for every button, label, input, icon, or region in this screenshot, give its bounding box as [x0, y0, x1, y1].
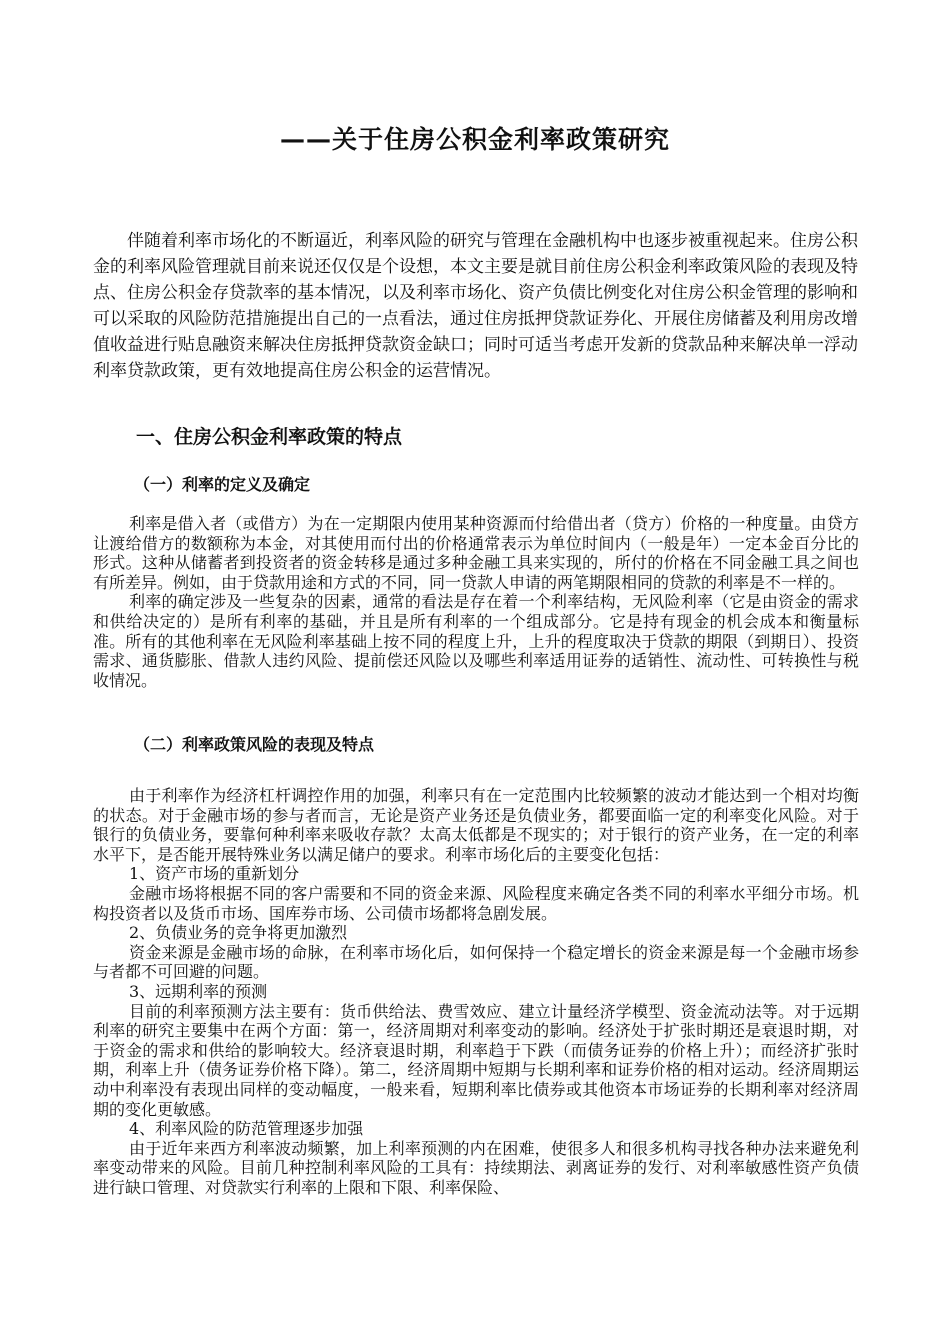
list-heading-liability-competition: 2、负债业务的竞争将更加激烈 [129, 923, 348, 943]
paragraph-interest-definition: 利率是借入者（或借方）为在一定期限内使用某种资源而付给借出者（贷方）价格的一种度量。由贷方让渡给借方的数额称为本金，对其使用而付出的价格通常表示为单位时间内（一般是年）一定本金百分比的形式。这种从储蓄者到投资者的资金转移是通过多种金融工具来实现的，所付的价格在不同金融工具之间也有所差异。例如，由于贷款用途和方式的不同，同一贷款人申请的两笔期限相同的贷款的利率是不一样的。 [93, 514, 859, 592]
document-title: ——关于住房公积金利率政策研究 [279, 125, 670, 154]
list-heading-forward-rate: 3、远期利率的预测 [129, 981, 268, 1001]
abstract-paragraph: 伴随着利率市场化的不断逼近，利率风险的研究与管理在金融机构中也逐步被重视起来。住房公积金的利率风险管理就目前来说还仅仅是个设想，本文主要是就目前住房公积金利率政策风险的表现及特点、住房公积金存贷款率的基本情况，以及利率市场化、资产负债比例变化对住房公积金管理的影响和可以采取的风险防范措施提出自己的一点看法，通过住房抵押贷款证券化、开展住房储蓄及利用房改增值收益进行贴息融资来解决住房抵押贷款资金缺口；同时可适当考虑开发新的贷款品种来解决单一浮动利率贷款政策，更有效地提高住房公积金的运营情况。 [93, 231, 858, 381]
paragraph-asset-market: 金融市场将根据不同的客户需要和不同的资金来源、风险程度来确定各类不同的利率水平细分市场。机构投资者以及货币市场、国库券市场、公司债市场都将急剧发展。 [93, 883, 859, 923]
paragraph-intro: 由于利率作为经济杠杆调控作用的加强，利率只有在一定范围内比较频繁的波动才能达到一个相对均衡的状态。对于金融市场的参与者而言，无论是资产业务还是负债业务，都要面临一定的利率变化风险。对于银行的负债业务，要靠何种利率来吸收存款？太高太低都是不现实的；对于银行的资产业务，在一定的利率水平下，是否能开展特殊业务以满足储户的要求。利率市场化后的主要变化包括： [93, 786, 859, 864]
subsection-2-body [93, 786, 859, 1197]
paragraph-risk-management: 由于近年来西方利率波动频繁，加上利率预测的内在困难，使很多人和很多机构寻找各种办法来避免利率变动带来的风险。目前几种控制利率风险的工具有：持续期法、剥离证券的发行、对利率敏感性资产负债进行缺口管理、对贷款实行利率的上限和下限、利率保险、 [93, 1138, 859, 1197]
section-1-heading: 一、住房公积金利率政策的特点 [136, 426, 403, 448]
list-heading-asset-market: 1、资产市场的重新划分 [129, 864, 300, 884]
paragraph-interest-determination: 利率的确定涉及一些复杂的因素，通常的看法是存在着一个利率结构，无风险利率（它是由资金的需求和供给决定的）是所有利率的基础，并且是所有利率的一个组成部分。它是持有现金的机会成本和衡量标准。所有的其他利率在无风险利率基础上按不同的程度上升，上升的程度取决于贷款的期限（到期日）、投资需求、通货膨胀、借款人违约风险、提前偿还风险以及哪些利率适用证券的适销性、流动性、可转换性与税收情况。 [93, 592, 859, 690]
paragraph-forward-rate: 目前的利率预测方法主要有：货币供给法、费雪效应、建立计量经济学模型、资金流动法等。对于远期利率的研究主要集中在两个方面：第一，经济周期对利率变动的影响。经济处于扩张时期还是衰退时期，对于资金的需求和供给的影响较大。经济衰退时期，利率趋于下跌（而债务证券的价格上升）；而经济扩张时期，利率上升（债务证券价格下降）。第二，经济周期中短期与长期利率和证券价格的相对运动。经济周期运动中利率没有表现出同样的变动幅度，一般来看，短期利率比债券或其他资本市场证券的长期利率对经济周期的变化更敏感。 [93, 1001, 859, 1119]
list-heading-risk-management: 4、利率风险的防范管理逐步加强 [129, 1119, 364, 1139]
subsection-1-body [93, 514, 859, 690]
paragraph-liability-competition: 资金来源是金融市场的命脉，在利率市场化后，如何保持一个稳定增长的资金来源是每一个金融市场参与者都不可回避的问题。 [93, 942, 859, 982]
subsection-1-heading: （一）利率的定义及确定 [134, 475, 311, 494]
subsection-2-heading: （二）利率政策风险的表现及特点 [134, 735, 375, 754]
